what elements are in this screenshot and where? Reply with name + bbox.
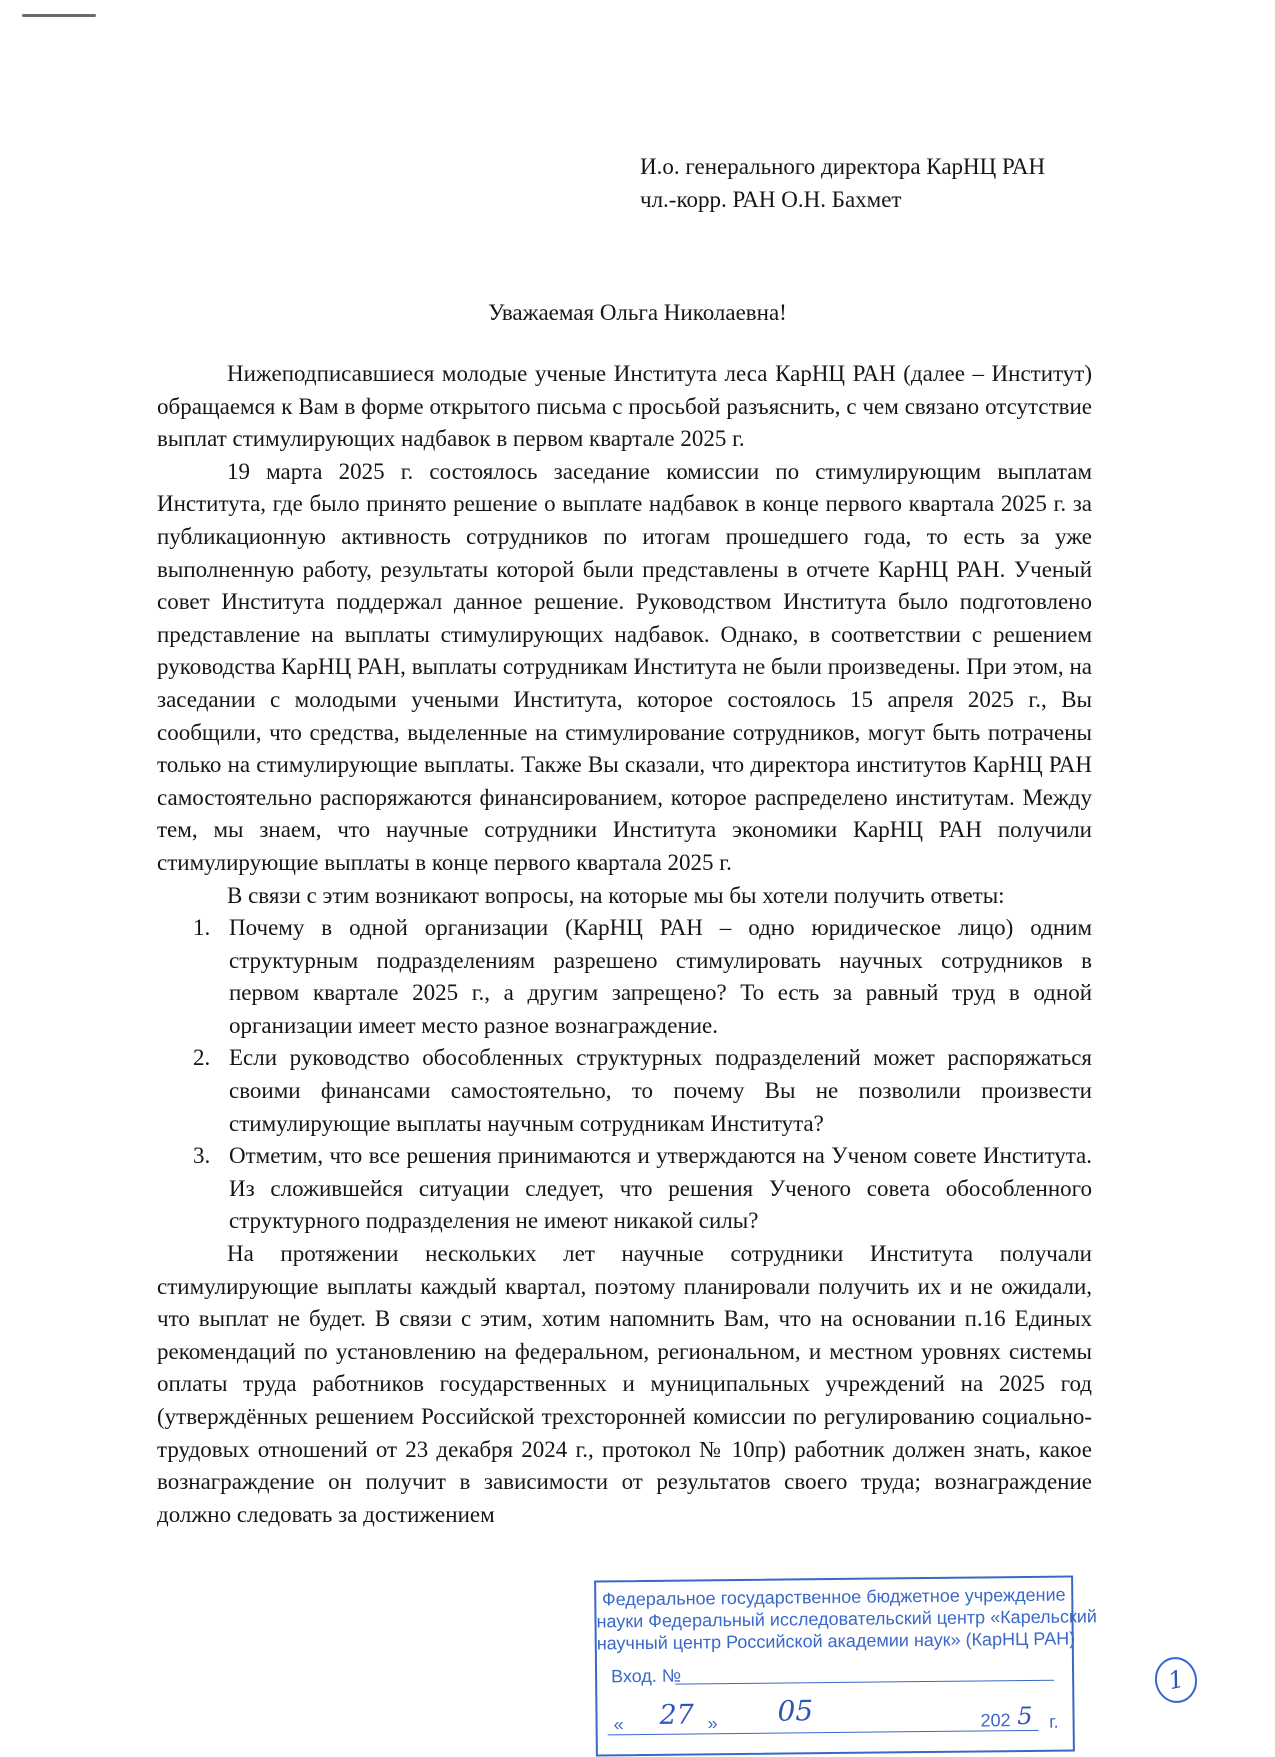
addressee-block [640, 150, 1045, 216]
stamp-org-line-2: науки Федеральный исследовательский центр «Карельский [596, 1606, 1098, 1632]
stamp-incoming-label: Вход. № [610, 1665, 682, 1687]
list-item [157, 912, 1092, 1042]
page-number-circled: 1 [1151, 1653, 1202, 1707]
list-item-number: 1. [193, 915, 211, 941]
stamp-quote-open: « [613, 1714, 624, 1735]
registration-stamp [594, 1575, 1098, 1756]
stamp-handwritten-year-digit: 5 [1017, 1701, 1033, 1731]
stamp-year-unit: г. [1049, 1711, 1059, 1732]
list-item-text: Если руководство обособленных структурных подразделений может распоряжаться своими финансами самостоятельно, то почему Вы не позволили произвести стимулирующие выплаты научным сотрудникам Института? [229, 1045, 1092, 1136]
salutation: Уважаемая Ольга Николаевна! [488, 300, 787, 325]
list-item-number: 2. [193, 1045, 211, 1071]
scan-artifact-line [22, 14, 96, 17]
addressee-name: чл.-корр. РАН О.Н. Бахмет [640, 187, 902, 212]
stamp-date [607, 1694, 1062, 1743]
questions-list [157, 912, 1092, 1238]
list-item-number: 3. [193, 1143, 211, 1169]
stamp-year-prefix: 202 [980, 1710, 1011, 1731]
list-item [157, 1140, 1092, 1238]
letter-body [157, 358, 1092, 1531]
list-item [157, 1042, 1092, 1140]
stamp-quote-close: » [707, 1713, 718, 1734]
stamp-org-line-3: научный центр Российской академии наук» (КарНЦ РАН) [596, 1628, 1076, 1654]
addressee-title: И.о. генерального директора КарНЦ РАН [640, 154, 1046, 179]
stamp-handwritten-day: 27 [659, 1699, 695, 1731]
paragraph-intro: Нижеподписавшиеся молодые ученые Института леса КарНЦ РАН (далее – Институт) обращаемся к Вам в форме открытого письма с просьбой разъяснить, с чем связано отсутствие выплат стимулирующих надбавок в первом квартале 2025 г. [157, 361, 1092, 452]
stamp-incoming-rule [675, 1680, 1054, 1685]
list-item-text: Почему в одной организации (КарНЦ РАН – одно юридическое лицо) одним структурным подразделениям разрешено стимулировать научных сотрудников в первом квартале 2025 г., а другим запрещено? То есть за равный труд в одной организации имеет место разное вознаграждение. [229, 915, 1092, 1038]
paragraph-reminder: На протяжении нескольких лет научные сотрудники Института получали стимулирующие выплаты каждый квартал, поэтому планировали получить их и не ожидали, что выплат не будет. В связи с этим, хотим напомнить Вам, что на основании п.16 Единых рекомендаций по установлению на федеральном, региональном, и местном уровнях системы оплаты труда работников государственных и муниципальных учреждений на 2025 год (утверждённых решением Российской трехсторонней комиссии по регулированию социально-трудовых отношений от 23 декабря 2024 г., протокол № 10пр) работник должен знать, какое вознаграждение он получит в зависимости от результатов своего труда; вознаграждение должно следовать за достижением [157, 1241, 1092, 1527]
stamp-org-line-1: Федеральное государственное бюджетное учреждение [601, 1584, 1066, 1610]
paragraph-background: 19 марта 2025 г. состоялось заседание комиссии по стимулирующим выплатам Института, где было принято решение о выплате надбавок в конце первого квартала 2025 г. за публикационную активность сотрудников по итогам прошедшего года, то есть за уже выполненную работу, результаты которой были представлены в отчете КарНЦ РАН. Ученый совет Института поддержал данное решение. Руководством Института было подготовлено представление на выплаты стимулирующих надбавок. Однако, в соответствии с решением руководства КарНЦ РАН, выплаты сотрудникам Института не были произведены. При этом, на заседании с молодыми учеными Института, которое состоялось 15 апреля 2025 г., Вы сообщили, что средства, выделенные на стимулирование сотрудников, могут быть потрачены только на стимулирующие выплаты. Также Вы сказали, что директора институтов КарНЦ РАН самостоятельно распоряжаются финансированием, которое распределено институтам. Между тем, мы знаем, что научные сотрудники Института экономики КарНЦ РАН получили стимулирующие выплаты в конце первого квартала 2025 г. [157, 458, 1092, 875]
paragraph-questions-lead: В связи с этим возникают вопросы, на которые мы бы хотели получить ответы: [227, 882, 1005, 908]
stamp-handwritten-month: 05 [777, 1694, 814, 1728]
list-item-text: Отметим, что все решения принимаются и утверждаются на Ученом совете Института. Из сложившейся ситуации следует, что решения Ученого совета обособленного структурного подразделения не имеют никакой силы? [229, 1143, 1092, 1234]
